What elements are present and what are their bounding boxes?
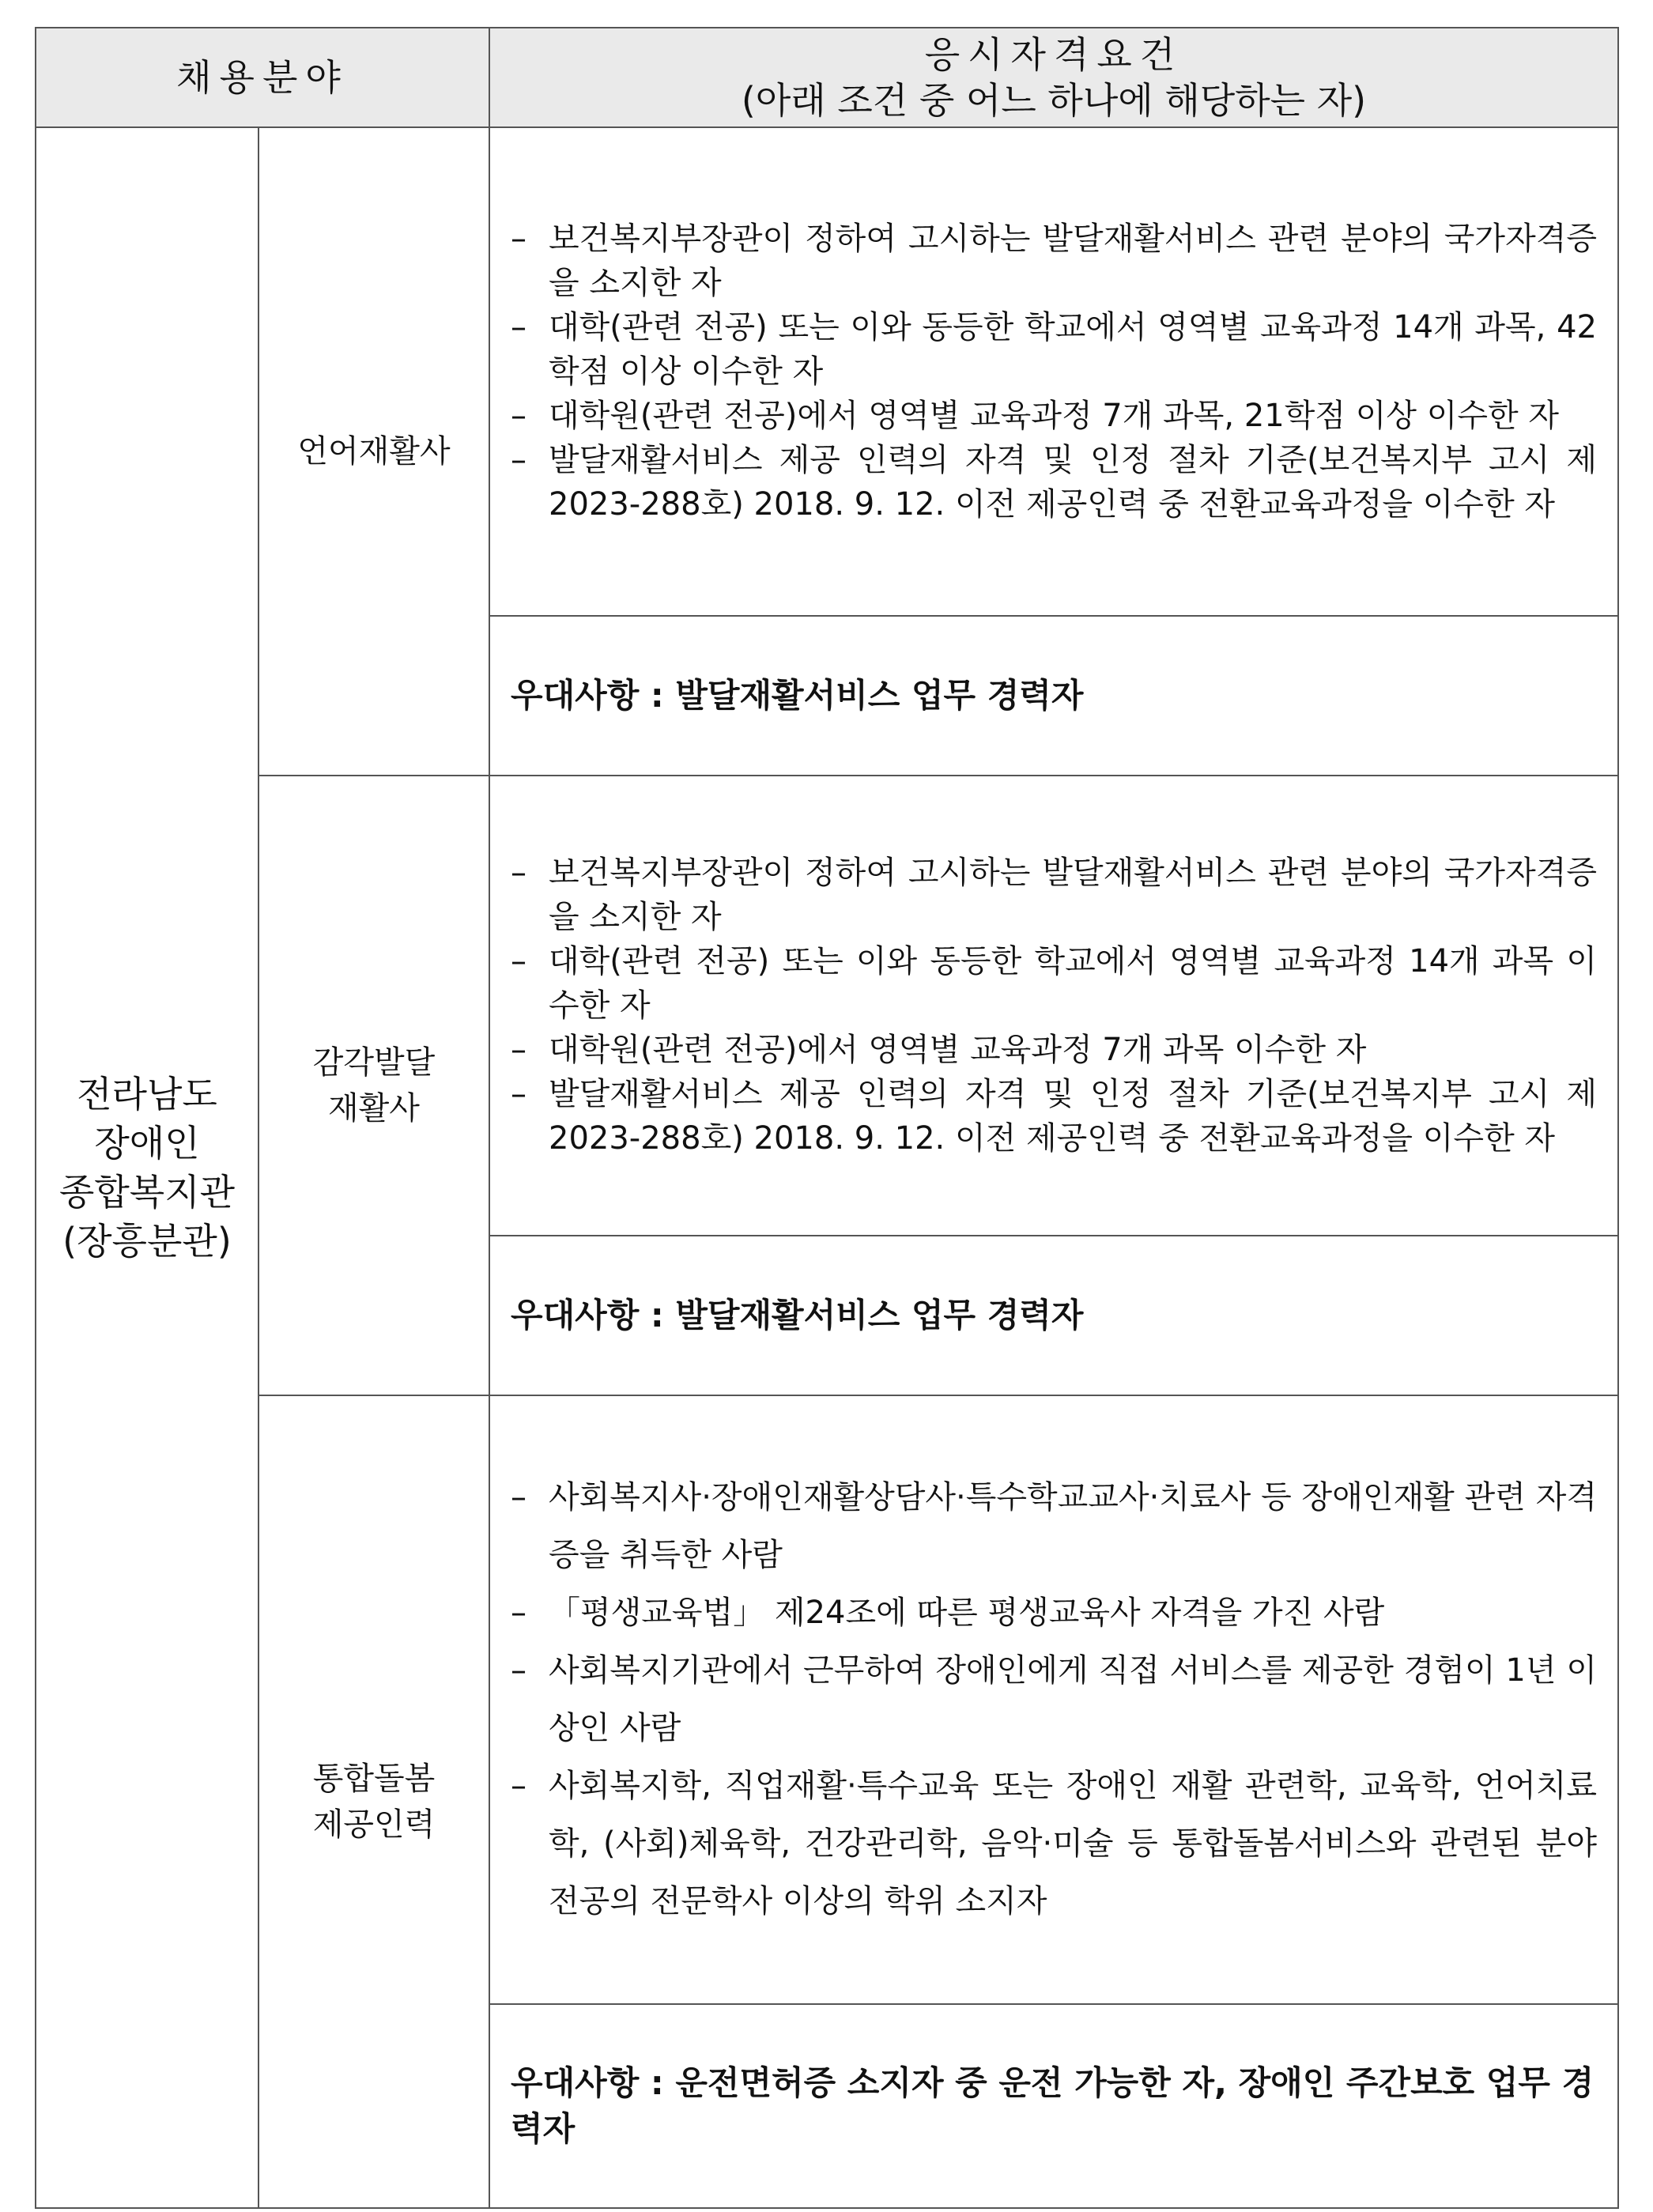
- dash-marker: –: [511, 1768, 526, 1804]
- requirement-header-title: 응시자격요건: [924, 33, 1183, 76]
- dash-marker: –: [511, 221, 526, 257]
- organization-cell: [36, 127, 259, 2208]
- table-header-row: [36, 28, 1618, 127]
- conditions-list: [511, 217, 1597, 527]
- field-name: 재활사: [328, 1090, 420, 1127]
- condition-text: 대학(관련 전공) 또는 이와 동등한 학교에서 영역별 교육과정 14개 과목, 42학점 이상 이수한 자: [549, 309, 1597, 390]
- field-header-label: 채용분야: [176, 56, 349, 99]
- condition-text: 사회복지학, 직업재활·특수교육 또는 장애인 재활 관련학, 교육학, 언어치료학, (사회)체육학, 건강관리학, 음악·미술 등 통합돌봄서비스와 관련된 분야 전공의 전문학사 이상의 학위 소지자: [549, 1768, 1597, 1919]
- dash-marker: –: [511, 943, 526, 980]
- conditions-list: [511, 1469, 1597, 1931]
- condition-item: [511, 851, 1597, 939]
- condition-text: 대학원(관련 전공)에서 영역별 교육과정 7개 과목, 21학점 이상 이수한 자: [549, 398, 1559, 434]
- dash-marker: –: [511, 442, 526, 478]
- condition-item: [511, 1028, 1597, 1072]
- preference-text: 우대사항 : 발달재활서비스 업무 경력자: [511, 676, 1084, 715]
- condition-item: [511, 1642, 1597, 1757]
- dash-marker: –: [511, 855, 526, 891]
- condition-text: 대학원(관련 전공)에서 영역별 교육과정 7개 과목 이수한 자: [549, 1032, 1367, 1068]
- preference-text: 우대사항 : 발달재활서비스 업무 경력자: [511, 1296, 1084, 1334]
- conditions-cell: [489, 127, 1618, 616]
- field-name-cell: [259, 1395, 489, 2208]
- requirement-header-cell: [489, 28, 1618, 127]
- condition-text: 보건복지부장관이 정하여 고시하는 발달재활서비스 관련 분야의 국가자격증을 소지한 자: [549, 855, 1597, 935]
- organization-line: 종합복지관: [58, 1171, 236, 1214]
- field-name: 통합돌봄: [312, 1761, 436, 1797]
- requirement-header-subtitle: (아래 조건 중 어느 하나에 해당하는 자): [741, 79, 1367, 122]
- condition-item: [511, 1584, 1597, 1642]
- dash-marker: –: [511, 1595, 526, 1631]
- condition-item: [511, 305, 1597, 394]
- organization-line: 전라남도: [77, 1073, 217, 1115]
- field-header-cell: [36, 28, 489, 127]
- condition-text: 대학(관련 전공) 또는 이와 동등한 학교에서 영역별 교육과정 14개 과목 이수한 자: [549, 943, 1597, 1024]
- field-row-speech: [36, 127, 1618, 616]
- field-row-sensory: [36, 776, 1618, 1236]
- preference-cell: [489, 2004, 1618, 2208]
- dash-marker: –: [511, 1652, 526, 1689]
- field-name: 제공인력: [312, 1806, 436, 1843]
- preference-text: 우대사항 : 운전면허증 소지자 중 운전 가능한 자, 장애인 주간보호 업무 경력자: [511, 2063, 1595, 2148]
- organization-line: 장애인: [94, 1122, 200, 1165]
- recruitment-requirements-table: [35, 27, 1619, 2209]
- dash-marker: –: [511, 398, 526, 434]
- condition-item: [511, 1757, 1597, 1931]
- field-row-integrated-care: [36, 1395, 1618, 2004]
- conditions-cell: [489, 1395, 1618, 2004]
- condition-item: [511, 217, 1597, 305]
- field-name: 감각발달: [312, 1044, 436, 1081]
- condition-item: [511, 939, 1597, 1028]
- dash-marker: –: [511, 1479, 526, 1516]
- conditions-list: [511, 851, 1597, 1161]
- preference-cell: [489, 616, 1618, 776]
- condition-item: [511, 438, 1597, 527]
- conditions-cell: [489, 776, 1618, 1236]
- field-name-cell: [259, 127, 489, 776]
- dash-marker: –: [511, 1032, 526, 1068]
- field-name: 언어재활사: [297, 433, 451, 470]
- condition-text: 보건복지부장관이 정하여 고시하는 발달재활서비스 관련 분야의 국가자격증을 소지한 자: [549, 221, 1597, 301]
- field-name-cell: [259, 776, 489, 1395]
- condition-text: 사회복지사·장애인재활상담사·특수학교교사·치료사 등 장애인재활 관련 자격증을 취득한 사람: [549, 1479, 1597, 1573]
- condition-text: 발달재활서비스 제공 인력의 자격 및 인정 절차 기준(보건복지부 고시 제2023-288호) 2018. 9. 12. 이전 제공인력 중 전환교육과정을 이수한 자: [549, 442, 1597, 523]
- condition-item: [511, 394, 1597, 438]
- condition-text: 「평생교육법」 제24조에 따른 평생교육사 자격을 가진 사람: [549, 1595, 1385, 1631]
- condition-text: 발달재활서비스 제공 인력의 자격 및 인정 절차 기준(보건복지부 고시 제2023-288호) 2018. 9. 12. 이전 제공인력 중 전환교육과정을 이수한 자: [549, 1076, 1597, 1157]
- organization-line: (장흥분관): [62, 1220, 232, 1263]
- dash-marker: –: [511, 309, 526, 345]
- dash-marker: –: [511, 1076, 526, 1112]
- condition-item: [511, 1072, 1597, 1161]
- condition-text: 사회복지기관에서 근무하여 장애인에게 직접 서비스를 제공한 경험이 1년 이상인 사람: [549, 1652, 1597, 1746]
- preference-cell: [489, 1236, 1618, 1395]
- condition-item: [511, 1469, 1597, 1584]
